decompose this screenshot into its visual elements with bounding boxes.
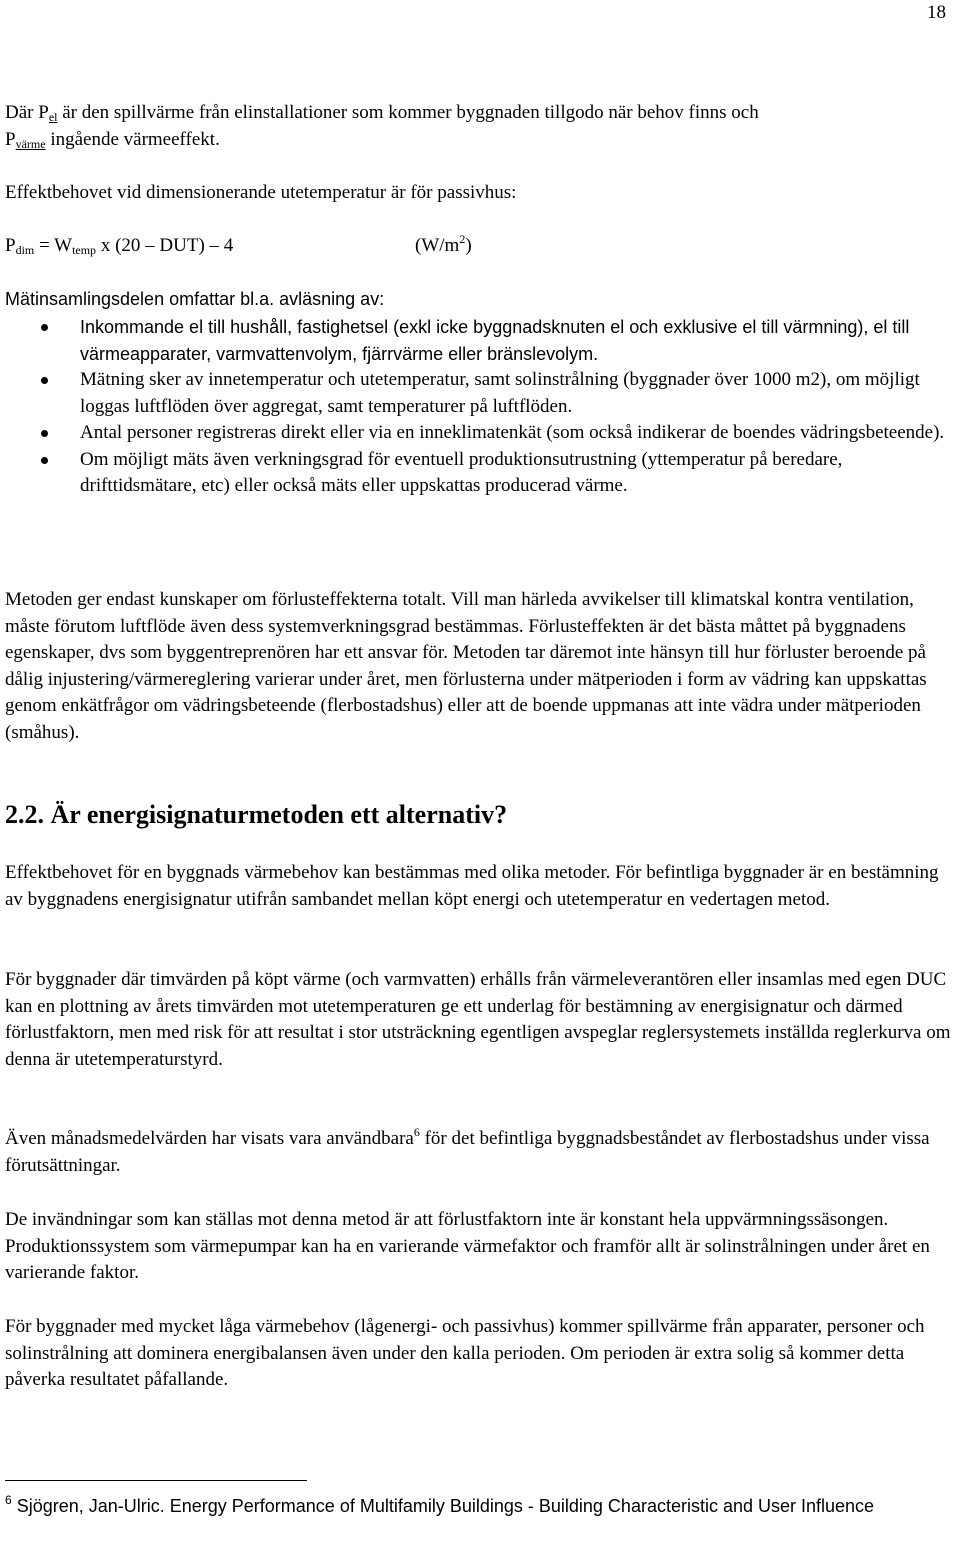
list-item-text: Om möjligt mäts även verkningsgrad för eventuell produktionsutrustning (yttemperatur på beredare, drifttidsmätare, etc) eller också mäts eller uppskattas producerad värme. <box>80 448 843 496</box>
formula-p: P <box>5 235 16 256</box>
bullet-icon <box>41 430 48 437</box>
monthly-text-a: Även månadsmedelvärden har visats vara användbara <box>5 1128 414 1149</box>
paragraph-objections: De invändningar som kan ställas mot denna metod är att förlustfaktorn inte är konstant hela uppvärmningssäsongen. Produktionssystem som värmepumpar kan ha en varierande värmefaktor och framför allt är solinstrålningen under året en varierande faktor. <box>5 1209 930 1283</box>
formula-w-sub: temp <box>72 243 97 257</box>
formula-rest: x (20 – DUT) – 4 <box>96 235 234 256</box>
measurement-intro: Mätinsamlingsdelen omfattar bl.a. avläsning av: <box>5 289 385 309</box>
monthly-text-b: för det befintliga byggnadsbeståndet av flerbostadshus under vissa förutsättningar. <box>5 1128 930 1176</box>
formula-unit-b: ) <box>465 235 472 256</box>
section-heading: 2.2. Är energisignaturmetoden ett alternativ? <box>5 800 508 829</box>
list-item <box>5 314 955 367</box>
passive-house-text: Effektbehovet vid dimensionerande utetemperatur är för passivhus: <box>5 182 517 203</box>
paragraph-effect-methods: Effektbehovet för en byggnads värmebehov kan bestämmas med olika metoder. För befintliga byggnader är en bestämning av byggnadens energisignatur utifrån sambandet mellan köpt energi och utetemperatur en vedertagen metod. <box>5 862 939 910</box>
formula-unit <box>415 233 472 260</box>
bullet-icon <box>41 377 48 384</box>
list-item-text: Mätning sker av innetemperatur och utetemperatur, samt solinstrålning (byggnader över 1000 m2), om möjligt loggas luftflöden över aggregat, samt temperaturer på luftflöden. <box>80 369 920 417</box>
footnote <box>5 1493 955 1520</box>
list-item <box>5 367 955 420</box>
list-item-text: Inkommande el till hushåll, fastighetsel (exkl icke byggnadsknuten el och exklusive el till värmning), el till värmeapparater, varmvattenvolym, fjärrvärme eller bränslevolym. <box>80 317 910 364</box>
footnote-divider <box>5 1480 307 1481</box>
footnote-reference: 6 <box>413 1125 420 1139</box>
list-item <box>5 420 955 447</box>
footnote-number: 6 <box>5 1493 12 1507</box>
bullet-icon <box>41 324 48 331</box>
formula-eq: = W <box>34 235 73 256</box>
formula-p-sub: dim <box>15 243 35 257</box>
p-el-subscript: el <box>48 110 58 124</box>
p-varme-subscript: värme <box>15 136 46 151</box>
formula-unit-sup: 2 <box>459 232 466 246</box>
page-number: 18 <box>927 2 946 23</box>
paragraph-monthly-values <box>5 1126 955 1179</box>
measurement-list <box>5 314 955 500</box>
footnote-text: Sjögren, Jan-Ulric. Energy Performance of Multifamily Buildings - Building Characteristic and User Influence <box>11 1496 875 1516</box>
paragraph-hourly-values: För byggnader där timvärden på köpt värme (och varmvatten) erhålls från värmeleverantören eller insamlas med egen DUC kan en plottning av årets timvärden mot utetemperaturen ge ett underlag för bestämning av energisignatur och därmed förlustfaktorn, men med risk för att resultat i stor utsträckning egentligen avspeglar reglersystemets inställda reglerkurva om denna är utetemperaturstyrd. <box>5 969 951 1070</box>
formula-unit-a: (W/m <box>415 235 460 256</box>
intro-line2-prefix: P <box>5 128 16 150</box>
bullet-icon <box>41 457 48 464</box>
intro-line2-text: ingående värmeeffekt. <box>45 128 220 150</box>
list-item <box>5 447 955 500</box>
intro-paragraph <box>5 100 955 153</box>
intro-line1-prefix: Där P <box>5 102 49 123</box>
paragraph-low-energy: För byggnader med mycket låga värmebehov (lågenergi- och passivhus) kommer spillvärme från apparater, personer och solinstrålning att dominera energibalansen även under den kalla perioden. Om perioden är extra solig så kommer detta påverka resultatet påfallande. <box>5 1316 925 1390</box>
formula <box>5 233 955 260</box>
list-item-text: Antal personer registreras direkt eller via en inneklimatenkät (som också indikerar de boendes vädringsbeteende). <box>80 422 945 443</box>
method-paragraph: Metoden ger endast kunskaper om förlusteffekterna totalt. Vill man härleda avvikelser till klimatskal kontra ventilation, måste förutom luftflöde även dess systemverkningsgrad bestämmas. Förlusteffekten är det bästa måttet på byggnadens egenskaper, dvs som byggentreprenören har ett ansvar för. Metoden tar däremot inte hänsyn till hur förluster beroende på dålig injustering/värmereglering varierar under året, men förlusterna under mätperioden i form av vädring kan uppskattas genom enkätfrågor om vädringsbeteende (flerbostadshus) eller att de boende uppmanas att inte vädra under mätperioden (småhus). <box>5 589 927 743</box>
intro-line1-text: är den spillvärme från elinstallationer som kommer byggnaden tillgodo när behov finns och <box>57 102 759 123</box>
